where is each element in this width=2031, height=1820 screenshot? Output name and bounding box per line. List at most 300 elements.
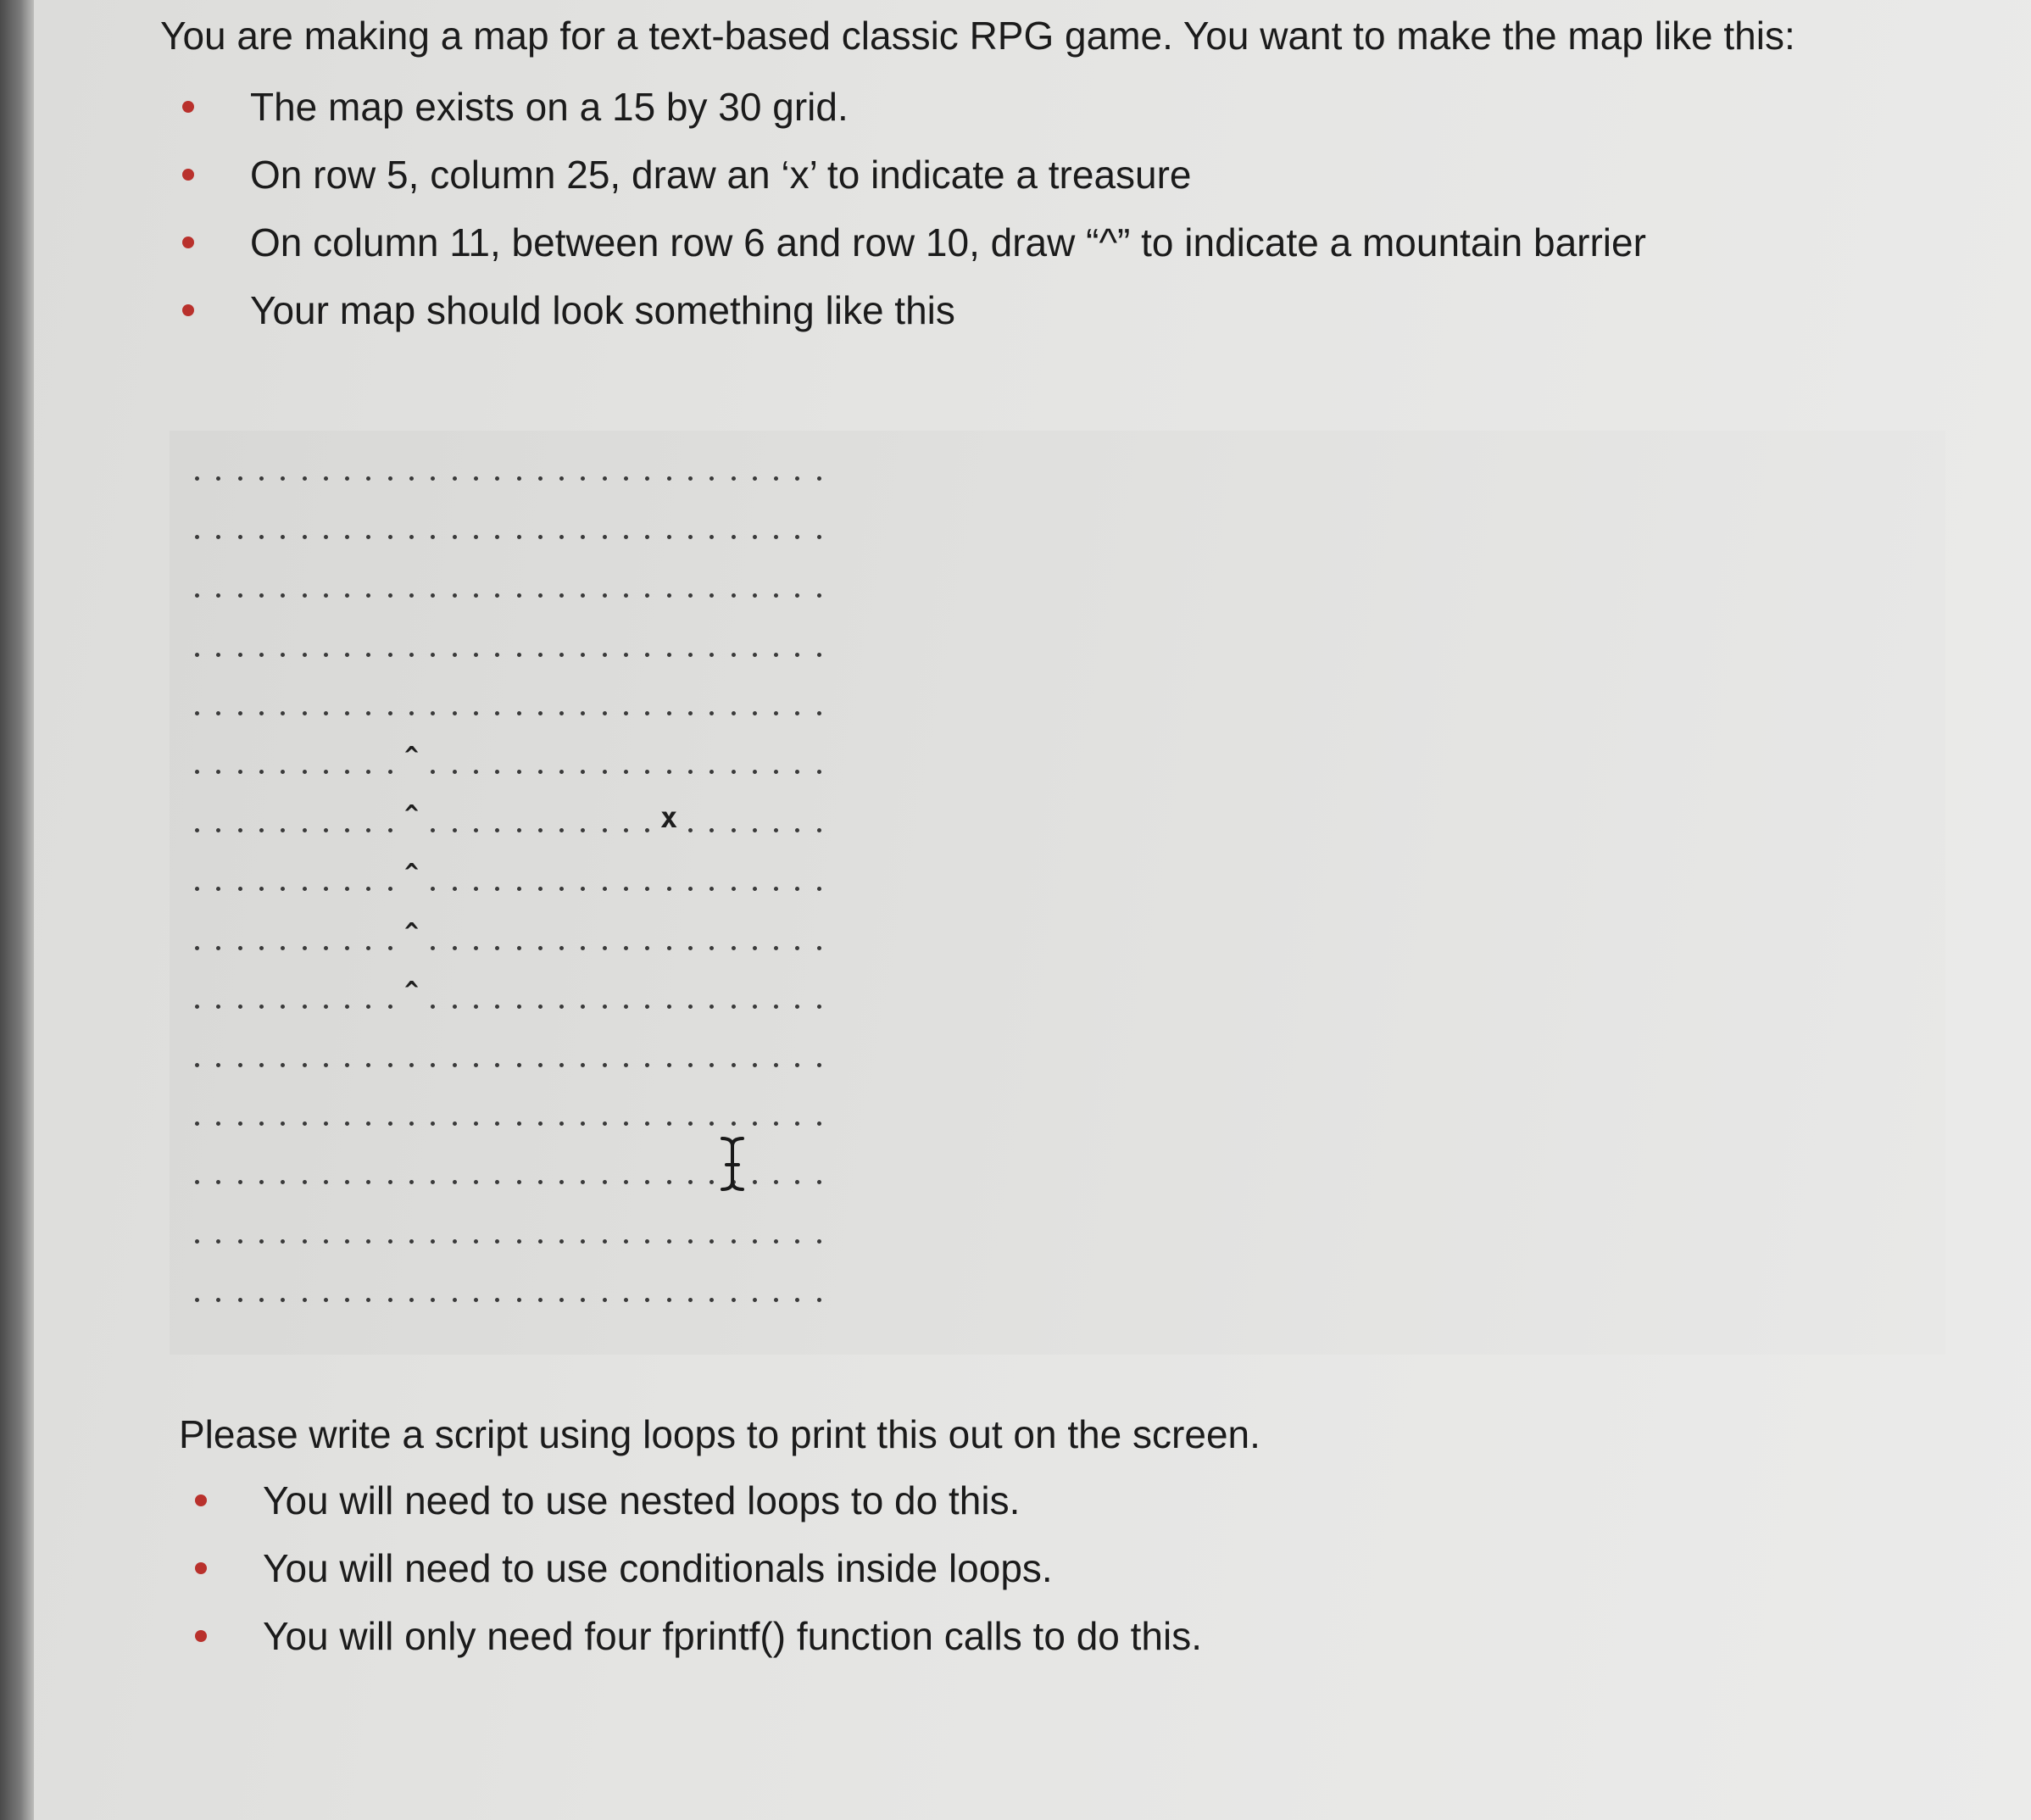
map-cell-empty bbox=[615, 508, 637, 542]
map-cell-empty bbox=[765, 626, 787, 660]
map-cell-empty bbox=[809, 801, 830, 835]
map-cell-empty bbox=[251, 508, 272, 542]
map-cell-empty bbox=[787, 1036, 808, 1070]
map-cell-empty bbox=[680, 860, 701, 893]
map-cell-empty bbox=[272, 743, 293, 776]
map-cell-empty bbox=[422, 626, 443, 660]
map-cell-empty bbox=[701, 1212, 722, 1246]
map-cell-empty bbox=[680, 801, 701, 835]
map-cell-empty bbox=[701, 977, 722, 1011]
map-cell-empty bbox=[723, 626, 744, 660]
bullet-dot-icon bbox=[182, 304, 194, 316]
map-cell-empty bbox=[186, 566, 208, 600]
map-cell-empty bbox=[809, 684, 830, 718]
map-cell-empty bbox=[251, 919, 272, 953]
map-cell-empty bbox=[659, 508, 680, 542]
map-cell-empty bbox=[594, 449, 615, 483]
map-cell-empty bbox=[337, 977, 358, 1011]
map-cell-empty bbox=[765, 1271, 787, 1305]
map-cell-empty bbox=[422, 860, 443, 893]
map-cell-empty bbox=[701, 801, 722, 835]
map-cell-empty bbox=[809, 860, 830, 893]
map-cell-empty bbox=[551, 743, 572, 776]
map-cell-empty bbox=[659, 566, 680, 600]
map-cell-empty bbox=[744, 449, 765, 483]
map-cell-empty bbox=[744, 1153, 765, 1187]
map-cell-empty bbox=[765, 977, 787, 1011]
map-cell-empty bbox=[637, 508, 658, 542]
map-cell-empty bbox=[551, 626, 572, 660]
map-cell-empty bbox=[809, 566, 830, 600]
map-cell-empty bbox=[358, 1036, 379, 1070]
map-cell-empty bbox=[551, 801, 572, 835]
map-cell-empty bbox=[551, 1153, 572, 1187]
map-cell-empty bbox=[765, 566, 787, 600]
map-cell-empty bbox=[723, 860, 744, 893]
map-row bbox=[186, 743, 830, 776]
map-cell-empty bbox=[230, 626, 251, 660]
map-cell-empty bbox=[272, 801, 293, 835]
map-cell-empty bbox=[272, 566, 293, 600]
map-cell-empty bbox=[186, 1271, 208, 1305]
map-cell-empty bbox=[401, 1153, 422, 1187]
map-cell-empty bbox=[594, 566, 615, 600]
map-cell-empty bbox=[230, 684, 251, 718]
map-cell-empty bbox=[530, 1036, 551, 1070]
map-cell-empty bbox=[530, 684, 551, 718]
map-cell-empty bbox=[337, 566, 358, 600]
map-cell-empty bbox=[251, 977, 272, 1011]
map-cell-empty bbox=[487, 977, 508, 1011]
map-cell-empty bbox=[487, 1036, 508, 1070]
map-cell-empty bbox=[251, 1212, 272, 1246]
map-cell-empty bbox=[315, 1212, 337, 1246]
map-cell-empty bbox=[272, 860, 293, 893]
map-cell-empty bbox=[272, 1153, 293, 1187]
map-cell-empty bbox=[637, 860, 658, 893]
map-cell-empty bbox=[637, 1212, 658, 1246]
map-cell-empty bbox=[701, 919, 722, 953]
map-cell-empty bbox=[723, 1212, 744, 1246]
bullet-dot-icon bbox=[195, 1630, 207, 1642]
map-row bbox=[186, 626, 830, 660]
map-cell-empty bbox=[659, 1153, 680, 1187]
map-cell-empty bbox=[594, 1094, 615, 1128]
map-cell-empty bbox=[444, 1036, 465, 1070]
map-cell-empty bbox=[380, 684, 401, 718]
map-cell-empty bbox=[659, 919, 680, 953]
map-cell-empty bbox=[465, 1271, 487, 1305]
map-cell-empty bbox=[358, 626, 379, 660]
map-cell-empty bbox=[551, 566, 572, 600]
map-cell-empty bbox=[487, 743, 508, 776]
map-cell-empty bbox=[765, 508, 787, 542]
map-cell-empty bbox=[358, 860, 379, 893]
map-cell-empty bbox=[337, 684, 358, 718]
map-cell-empty bbox=[337, 508, 358, 542]
map-cell-empty bbox=[208, 626, 229, 660]
map-cell-empty bbox=[659, 1212, 680, 1246]
map-cell-empty bbox=[487, 919, 508, 953]
map-cell-empty bbox=[230, 1094, 251, 1128]
map-cell-empty bbox=[594, 1153, 615, 1187]
map-cell-empty bbox=[744, 1094, 765, 1128]
map-cell-empty bbox=[358, 743, 379, 776]
map-cell-empty bbox=[637, 743, 658, 776]
map-cell-empty bbox=[637, 449, 658, 483]
map-cell-empty bbox=[444, 919, 465, 953]
map-cell-empty bbox=[723, 801, 744, 835]
map-cell-mountain: ^ bbox=[404, 741, 419, 769]
map-cell-empty bbox=[444, 684, 465, 718]
map-cell-empty bbox=[680, 1271, 701, 1305]
map-cell-empty bbox=[594, 684, 615, 718]
map-cell-empty bbox=[659, 1271, 680, 1305]
map-row bbox=[186, 1094, 830, 1128]
map-cell-empty bbox=[551, 860, 572, 893]
map-cell-empty bbox=[530, 919, 551, 953]
map-cell-empty bbox=[509, 919, 530, 953]
map-cell-empty bbox=[615, 1271, 637, 1305]
map-cell-empty bbox=[659, 626, 680, 660]
map-row bbox=[186, 1036, 830, 1070]
map-cell-empty bbox=[594, 1271, 615, 1305]
map-cell-empty bbox=[701, 508, 722, 542]
map-cell-empty bbox=[551, 508, 572, 542]
map-cell-empty bbox=[315, 566, 337, 600]
map-cell-empty bbox=[272, 1094, 293, 1128]
map-cell-empty bbox=[401, 1094, 422, 1128]
map-cell-empty bbox=[444, 1271, 465, 1305]
map-cell-empty bbox=[208, 1271, 229, 1305]
map-cell-empty bbox=[659, 860, 680, 893]
map-cell-empty bbox=[509, 684, 530, 718]
map-cell-empty bbox=[251, 1153, 272, 1187]
map-cell-empty bbox=[680, 508, 701, 542]
map-cell-empty bbox=[680, 626, 701, 660]
map-cell-empty bbox=[509, 508, 530, 542]
map-cell-treasure: x bbox=[659, 801, 678, 836]
map-cell-empty bbox=[659, 743, 680, 776]
map-cell-empty bbox=[572, 1271, 593, 1305]
map-cell-empty bbox=[444, 801, 465, 835]
map-cell-empty bbox=[465, 1153, 487, 1187]
map-cell-empty bbox=[401, 449, 422, 483]
map-cell-empty bbox=[337, 801, 358, 835]
map-cell-empty bbox=[572, 977, 593, 1011]
map-cell-empty bbox=[680, 1212, 701, 1246]
map-cell-empty bbox=[787, 684, 808, 718]
map-cell-empty bbox=[701, 566, 722, 600]
map-cell-empty bbox=[572, 449, 593, 483]
map-cell-empty bbox=[723, 684, 744, 718]
map-cell-empty bbox=[809, 449, 830, 483]
map-cell-empty bbox=[422, 1153, 443, 1187]
map-cell-empty bbox=[765, 684, 787, 718]
map-cell-empty bbox=[465, 1036, 487, 1070]
requirements-list bbox=[250, 73, 1646, 344]
map-row bbox=[186, 916, 830, 953]
map-cell-empty bbox=[680, 449, 701, 483]
map-cell-empty bbox=[509, 449, 530, 483]
map-cell-empty bbox=[315, 684, 337, 718]
map-cell-empty bbox=[465, 801, 487, 835]
hints-list bbox=[263, 1467, 1202, 1670]
map-row bbox=[186, 801, 830, 835]
map-cell-empty bbox=[744, 1212, 765, 1246]
bullet-dot-icon bbox=[195, 1562, 207, 1574]
map-cell-empty bbox=[294, 626, 315, 660]
map-cell-mountain: ^ bbox=[404, 858, 419, 887]
map-cell-empty bbox=[701, 626, 722, 660]
map-cell-empty bbox=[787, 860, 808, 893]
map-cell-empty bbox=[444, 743, 465, 776]
map-cell-empty bbox=[380, 566, 401, 600]
map-cell-empty bbox=[809, 508, 830, 542]
map-cell-empty bbox=[294, 860, 315, 893]
map-cell-empty bbox=[809, 626, 830, 660]
map-cell-empty bbox=[380, 626, 401, 660]
map-cell-empty bbox=[572, 1153, 593, 1187]
map-cell-mountain: ^ bbox=[404, 975, 419, 1004]
map-cell-empty bbox=[294, 566, 315, 600]
map-cell-empty bbox=[723, 1271, 744, 1305]
map-cell-empty bbox=[444, 977, 465, 1011]
map-cell-empty bbox=[465, 860, 487, 893]
map-cell-empty bbox=[659, 977, 680, 1011]
map-cell-empty bbox=[487, 508, 508, 542]
map-cell-empty bbox=[337, 919, 358, 953]
map-cell-empty bbox=[701, 743, 722, 776]
map-cell-empty bbox=[680, 1094, 701, 1128]
map-cell-empty bbox=[422, 977, 443, 1011]
map-cell-empty bbox=[744, 801, 765, 835]
map-cell-empty bbox=[230, 860, 251, 893]
map-cell-empty bbox=[723, 508, 744, 542]
map-cell-empty bbox=[787, 801, 808, 835]
map-cell-empty bbox=[272, 977, 293, 1011]
map-cell-empty bbox=[251, 743, 272, 776]
map-cell-empty bbox=[680, 684, 701, 718]
map-cell-empty bbox=[294, 1271, 315, 1305]
map-cell-empty bbox=[487, 801, 508, 835]
map-cell-empty bbox=[294, 801, 315, 835]
map-cell-empty bbox=[637, 684, 658, 718]
map-cell-empty bbox=[680, 1153, 701, 1187]
map-cell-empty bbox=[272, 626, 293, 660]
map-cell-empty bbox=[315, 1094, 337, 1128]
map-cell-empty bbox=[723, 919, 744, 953]
map-cell-empty bbox=[509, 743, 530, 776]
map-cell-empty bbox=[358, 919, 379, 953]
map-cell-empty bbox=[358, 1094, 379, 1128]
map-cell-empty bbox=[444, 1153, 465, 1187]
map-cell-empty bbox=[787, 566, 808, 600]
map-cell-empty bbox=[444, 626, 465, 660]
map-cell-empty bbox=[551, 1094, 572, 1128]
map-cell-empty bbox=[465, 743, 487, 776]
map-cell-empty bbox=[637, 566, 658, 600]
map-cell-empty bbox=[208, 801, 229, 835]
map-cell-empty bbox=[315, 919, 337, 953]
map-cell-empty bbox=[272, 684, 293, 718]
map-cell-empty bbox=[230, 1271, 251, 1305]
map-cell-empty bbox=[465, 1094, 487, 1128]
map-cell-empty bbox=[358, 508, 379, 542]
map-cell-empty bbox=[615, 684, 637, 718]
map-cell-empty bbox=[401, 566, 422, 600]
prompt-text: Please write a script using loops to print this out on the screen. bbox=[179, 1412, 1260, 1456]
map-cell-empty bbox=[230, 1036, 251, 1070]
map-cell-empty bbox=[509, 1212, 530, 1246]
map-cell-empty bbox=[551, 684, 572, 718]
map-cell-empty bbox=[809, 1153, 830, 1187]
map-cell-empty bbox=[615, 801, 637, 835]
map-cell-mountain: ^ bbox=[404, 799, 419, 828]
map-cell-empty bbox=[723, 1036, 744, 1070]
map-cell-empty bbox=[272, 449, 293, 483]
map-cell-empty bbox=[680, 977, 701, 1011]
map-cell-empty bbox=[380, 1271, 401, 1305]
map-cell-empty bbox=[465, 1212, 487, 1246]
map-cell-empty bbox=[530, 977, 551, 1011]
map-cell-empty bbox=[701, 860, 722, 893]
map-cell-empty bbox=[530, 1212, 551, 1246]
map-cell-empty bbox=[680, 566, 701, 600]
map-cell-empty bbox=[637, 919, 658, 953]
map-cell-empty bbox=[380, 1094, 401, 1128]
map-cell-empty bbox=[723, 566, 744, 600]
map-cell-empty bbox=[337, 743, 358, 776]
map-cell-empty bbox=[358, 801, 379, 835]
map-cell-empty bbox=[680, 919, 701, 953]
map-cell-empty bbox=[186, 1212, 208, 1246]
map-cell-empty bbox=[337, 626, 358, 660]
map-cell-empty bbox=[765, 743, 787, 776]
bullet-dot-icon bbox=[195, 1494, 207, 1506]
map-cell-empty bbox=[659, 1036, 680, 1070]
map-cell-empty bbox=[230, 743, 251, 776]
map-cell-empty bbox=[659, 449, 680, 483]
map-cell-empty bbox=[487, 566, 508, 600]
map-cell-empty bbox=[744, 1036, 765, 1070]
map-cell-empty bbox=[272, 1271, 293, 1305]
map-cell-empty bbox=[358, 977, 379, 1011]
map-cell-empty bbox=[272, 508, 293, 542]
map-cell-empty bbox=[315, 801, 337, 835]
map-cell-empty bbox=[615, 977, 637, 1011]
map-cell-empty bbox=[294, 449, 315, 483]
map-cell-empty bbox=[487, 1212, 508, 1246]
map-row bbox=[186, 860, 830, 893]
map-cell-empty bbox=[208, 977, 229, 1011]
map-cell-empty bbox=[380, 977, 401, 1011]
map-cell-empty bbox=[487, 684, 508, 718]
map-cell-empty bbox=[465, 449, 487, 483]
map-cell-empty bbox=[530, 743, 551, 776]
map-cell-empty bbox=[680, 1036, 701, 1070]
map-cell-empty bbox=[315, 1271, 337, 1305]
map-cell-empty bbox=[380, 801, 401, 835]
map-cell-empty bbox=[701, 449, 722, 483]
map-cell-empty bbox=[637, 1153, 658, 1187]
map-cell-empty bbox=[422, 743, 443, 776]
map-cell-empty bbox=[251, 1094, 272, 1128]
map-row bbox=[186, 566, 830, 600]
map-cell-empty bbox=[208, 566, 229, 600]
map-cell-empty bbox=[315, 1153, 337, 1187]
map-cell-empty bbox=[208, 1212, 229, 1246]
map-cell-empty bbox=[380, 860, 401, 893]
map-cell-empty bbox=[487, 626, 508, 660]
map-cell-empty bbox=[358, 566, 379, 600]
map-cell-empty bbox=[572, 508, 593, 542]
map-row bbox=[186, 1271, 830, 1305]
map-cell-empty bbox=[294, 743, 315, 776]
map-cell-mountain: ^ bbox=[404, 916, 419, 945]
map-cell-empty bbox=[422, 449, 443, 483]
map-cell-empty bbox=[572, 684, 593, 718]
map-cell-empty bbox=[509, 1153, 530, 1187]
map-cell-empty bbox=[530, 1153, 551, 1187]
map-cell-empty bbox=[701, 1271, 722, 1305]
map-cell-empty bbox=[530, 1094, 551, 1128]
bullet-dot-icon bbox=[182, 237, 194, 248]
map-cell-empty bbox=[809, 919, 830, 953]
map-cell-empty bbox=[509, 977, 530, 1011]
map-cell-empty bbox=[765, 449, 787, 483]
map-cell-empty bbox=[787, 919, 808, 953]
map-cell-empty bbox=[594, 977, 615, 1011]
map-cell-empty bbox=[509, 1271, 530, 1305]
map-cell-empty bbox=[744, 977, 765, 1011]
map-cell-empty bbox=[422, 508, 443, 542]
map-cell-empty bbox=[765, 919, 787, 953]
map-cell-empty bbox=[208, 743, 229, 776]
map-cell-empty bbox=[530, 566, 551, 600]
map-cell-empty bbox=[251, 860, 272, 893]
map-cell-empty bbox=[787, 508, 808, 542]
map-cell-empty bbox=[809, 977, 830, 1011]
map-cell-empty bbox=[186, 977, 208, 1011]
map-cell-empty bbox=[572, 1036, 593, 1070]
map-cell-empty bbox=[659, 1094, 680, 1128]
map-cell-empty bbox=[380, 919, 401, 953]
map-cell-empty bbox=[787, 1212, 808, 1246]
map-cell-empty bbox=[422, 919, 443, 953]
map-cell-empty bbox=[208, 508, 229, 542]
map-cell-empty bbox=[615, 626, 637, 660]
map-cell-empty bbox=[615, 566, 637, 600]
map-cell-empty bbox=[230, 566, 251, 600]
map-cell-empty bbox=[208, 684, 229, 718]
map-cell-empty bbox=[637, 1036, 658, 1070]
map-cell-empty bbox=[337, 449, 358, 483]
hint-item: You will need to use conditionals inside loops. bbox=[263, 1534, 1202, 1602]
map-cell-empty bbox=[208, 1036, 229, 1070]
map-cell-empty bbox=[337, 1271, 358, 1305]
map-cell-empty bbox=[401, 626, 422, 660]
bullet-dot-icon bbox=[182, 101, 194, 113]
monitor-bezel bbox=[0, 0, 34, 1820]
map-cell-empty bbox=[380, 449, 401, 483]
map-cell-empty bbox=[251, 626, 272, 660]
map-cell-empty bbox=[186, 626, 208, 660]
map-cell-empty bbox=[186, 684, 208, 718]
map-cell-empty bbox=[337, 1094, 358, 1128]
map-cell-empty bbox=[572, 801, 593, 835]
map-cell-empty bbox=[251, 684, 272, 718]
